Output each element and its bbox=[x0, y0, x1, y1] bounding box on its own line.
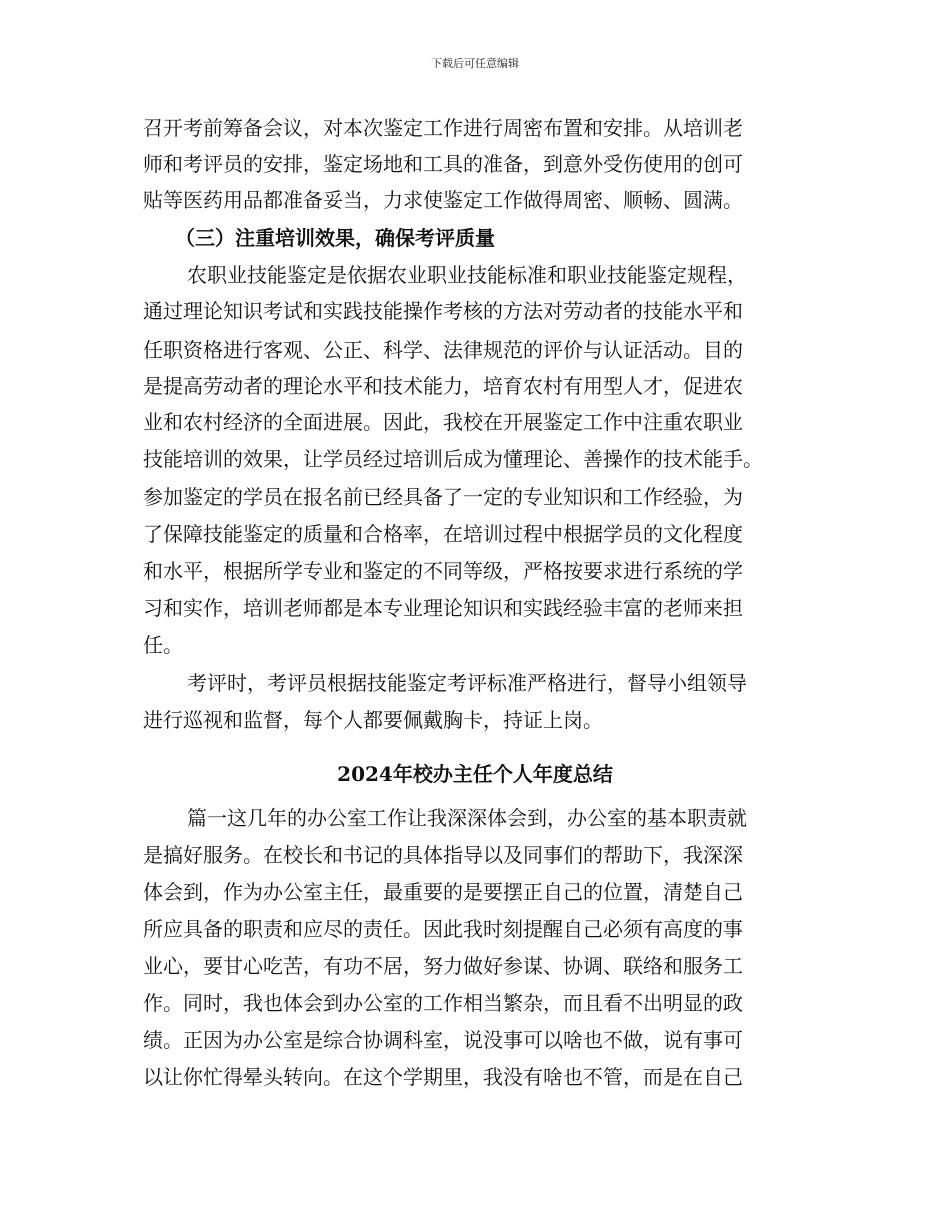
section-heading: （三）注重培训效果，确保考评质量 bbox=[175, 226, 495, 250]
paragraph-line: 召开考前筹备会议，对本次鉴定工作进行周密布置和安排。从培训老 bbox=[143, 116, 743, 140]
paragraph-line: 业和农村经济的全面进展。因此，我校在开展鉴定工作中注重农职业 bbox=[143, 410, 743, 434]
paragraph-line: 所应具备的职责和应尽的责任。因此我时刻提醒自己必须有高度的事 bbox=[143, 917, 743, 941]
paragraph-line: 绩。正因为办公室是综合协调科室，说没事可以啥也不做，说有事可 bbox=[143, 1028, 743, 1052]
paragraph-line: 作。同时，我也体会到办公室的工作相当繁杂，而且看不出明显的政 bbox=[143, 991, 743, 1015]
paragraph-line: 参加鉴定的学员在报名前已经具备了一定的专业知识和工作经验，为 bbox=[143, 485, 743, 509]
paragraph-line: 技能培训的效果，让学员经过培训后成为懂理论、善操作的技术能手。 bbox=[143, 447, 763, 471]
paragraph-line: 篇一这几年的办公室工作让我深深体会到，办公室的基本职责就 bbox=[187, 806, 747, 830]
page-header: 下载后可任意编辑 bbox=[431, 57, 519, 70]
paragraph-line: 习和实作，培训老师都是本专业理论知识和实践经验丰富的老师来担 bbox=[143, 596, 743, 620]
paragraph-line: 农职业技能鉴定是依据农业职业技能标准和职业技能鉴定规程， bbox=[187, 263, 747, 287]
paragraph-line: 进行巡视和监督，每个人都要佩戴胸卡，持证上岗。 bbox=[143, 708, 603, 732]
paragraph-line: 是搞好服务。在校长和书记的具体指导以及同事们的帮助下，我深深 bbox=[143, 843, 743, 867]
paragraph-line: 和水平，根据所学专业和鉴定的不同等级，严格按要求进行系统的学 bbox=[143, 559, 743, 583]
paragraph-line: 任。 bbox=[143, 633, 183, 657]
paragraph-line: 通过理论知识考试和实践技能操作考核的方法对劳动者的技能水平和 bbox=[143, 299, 743, 323]
paragraph-line: 业心，要甘心吃苦，有功不居，努力做好参谋、协调、联络和服务工 bbox=[143, 954, 743, 978]
paragraph-line: 体会到，作为办公室主任，最重要的是要摆正自己的位置，清楚自己 bbox=[143, 880, 743, 904]
paragraph-line: 以让你忙得晕头转向。在这个学期里，我没有啥也不管，而是在自己 bbox=[143, 1065, 743, 1089]
paragraph-line: 考评时，考评员根据技能鉴定考评标准严格进行，督导小组领导 bbox=[187, 671, 747, 695]
paragraph-line: 师和考评员的安排，鉴定场地和工具的准备，到意外受伤使用的创可 bbox=[143, 152, 743, 176]
paragraph-line: 了保障技能鉴定的质量和合格率，在培训过程中根据学员的文化程度 bbox=[143, 522, 743, 546]
paragraph-line: 是提高劳动者的理论水平和技术能力，培育农村有用型人才，促进农 bbox=[143, 374, 743, 398]
document-title: 2024年校办主任个人年度总结 bbox=[337, 762, 613, 786]
paragraph-line: 任职资格进行客观、公正、科学、法律规范的评价与认证活动。目的 bbox=[143, 338, 743, 362]
paragraph-line: 贴等医药用品都准备妥当，力求使鉴定工作做得周密、顺畅、圆满。 bbox=[143, 188, 743, 212]
